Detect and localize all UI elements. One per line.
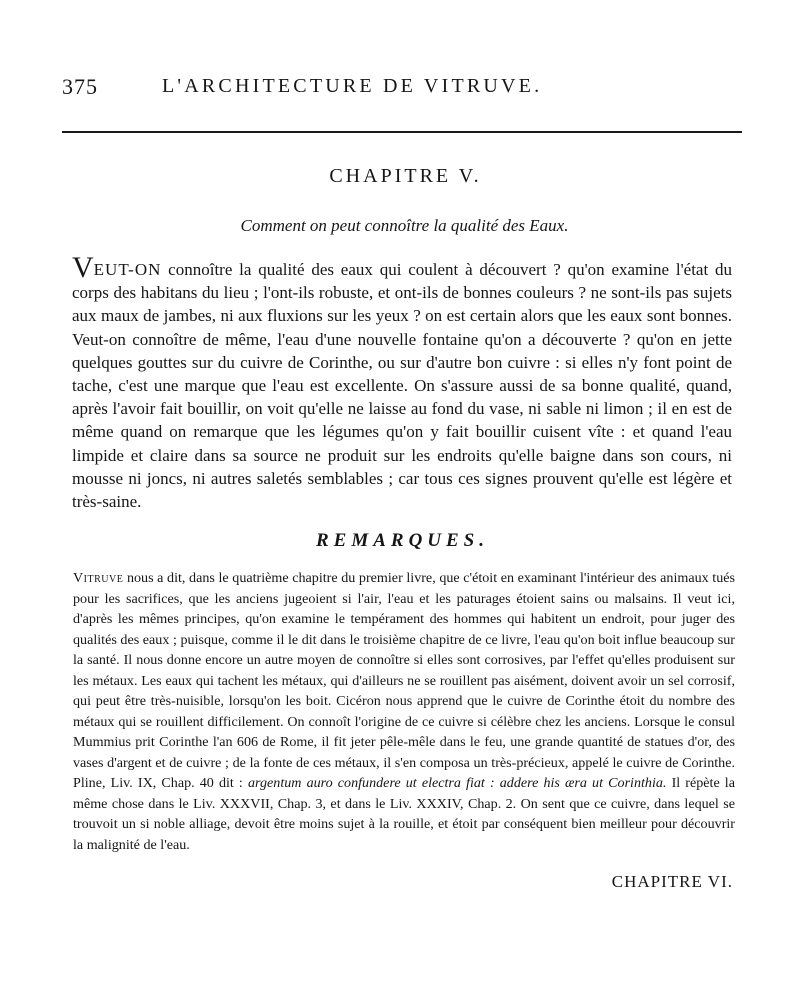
latin-quote: argentum auro confundere ut electra fiat : addere his æra ut Corinthia.	[247, 775, 667, 791]
first-word: EUT-ON	[93, 260, 162, 279]
main-paragraph-body: connoître la qualité des eaux qui coulent à découvert ? qu'on examine l'état du corps des habitans du lieu ; l'ont-ils robuste, et ont-ils de bonnes couleurs ? ne sont-ils pas sujets aux maux de jambes, ni aux fluxions sur les yeux ? on est certain alors que les eaux sont bonnes. Veut-on connoître de même, l'eau d'une nouvelle fontaine qu'on a découverte ? qu'on en jette quelques gouttes sur du cuivre de Corinthe, ou sur d'autre bon cuivre : si elles n'y font point de tache, c'est une marque que l'eau est excellente. On s'assure aussi de sa bonne qualité, quand, après l'avoir fait bouillir, on voit qu'elle ne laisse au fond du vase, ni sable ni limon ; il en est de même quand on remarque que les légumes qu'on y fait bouillir cuisent vîte : et quand l'eau limpide et claire dans sa source ne produit sur les endroits qu'elle baigne dans son cours, ni mousse ni joncs, ni autres saletés semblables ; car tous ces signes prouvent qu'elle est légère et très-saine.	[72, 260, 732, 512]
catchword: CHAPITRE VI.	[611, 872, 733, 891]
chapter-title: CHAPITRE V.	[329, 165, 482, 187]
page-number: 375	[62, 74, 98, 99]
running-head	[62, 74, 742, 104]
chapter-subtitle: Comment on peut connoître la qualité des Eaux.	[240, 216, 569, 235]
main-paragraph	[72, 251, 732, 513]
running-title: L'ARCHITECTURE DE VITRUVE.	[162, 75, 543, 97]
remarks-text-part2: Il répète la même chose dans le Liv. XXXVII, Chap. 3, et dans le Liv. XXXIV, Chap. 2. On sent que ce cuivre, dans lequel se trouvoit un si noble alliage, devoit être moins sujet à la rouille, et étoit par conséquent bien meilleur pour découvrir la malignité de l'eau.	[73, 775, 735, 853]
remarks-paragraph	[73, 568, 735, 855]
remarks-heading: REMARQUES.	[315, 530, 490, 551]
remarks-lead-word: Vitruve	[73, 570, 124, 586]
remarks-text-part1: nous a dit, dans le quatrième chapitre du premier livre, que c'étoit en examinant l'intérieur des animaux tués pour les sacrifices, que les anciens jugeoient si l'air, l'eau et les paturages étoient sains ou malsains. Il veut ici, d'après les mêmes principes, qu'on examine le tempérament des hommes qui habitent un endroit, pour juger des qualités des eaux ; puisque, comme il le dit dans le troisième chapitre de ce livre, l'eau qu'on boit influe beaucoup sur la santé. Il nous donne encore un autre moyen de connoître si elles sont corrosives, par l'effet qu'elles produisent sur les métaux. Les eaux qui tachent les métaux, qui d'ailleurs ne se rouillent pas aisément, doivent avoir un sel corrosif, qui peut être très-nuisible, lorsqu'on les boit. Cicéron nous apprend que le cuivre de Corinthe étoit du nombre des métaux qui se rouillent difficilement. On connoît l'origine de ce cuivre si célèbre chez les anciens. Lorsque le consul Mummius prit Corinthe l'an 606 de Rome, il fit jeter pêle-mêle dans le feu, une grande quantité de statues d'or, des vases d'argent et de cuivre ; de la fonte de ces métaux, il s'en composa un très-précieux, appelé le cuivre de Corinthe. Pline, Liv. IX, Chap. 40 dit :	[73, 570, 735, 791]
drop-cap: V	[72, 251, 94, 284]
header-rule	[62, 131, 742, 133]
